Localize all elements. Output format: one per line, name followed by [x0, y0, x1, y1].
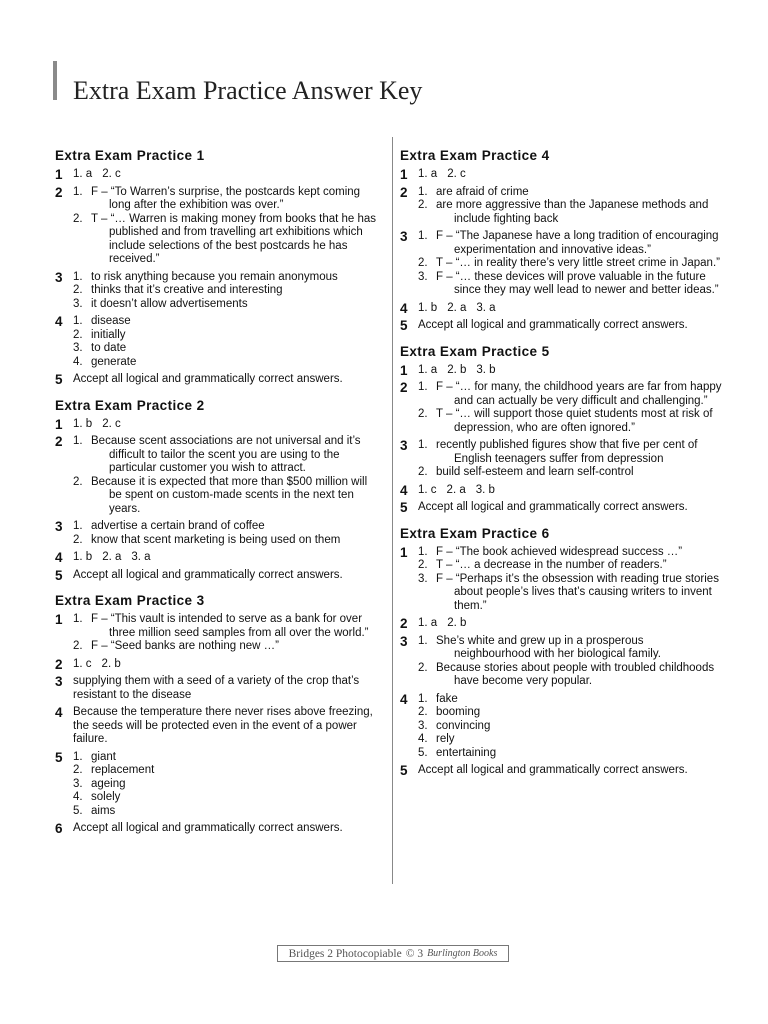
answer-item-text: rely	[436, 733, 455, 745]
section-heading: Extra Exam Practice 3	[55, 593, 205, 608]
answer-item	[73, 315, 377, 329]
question-number: 1	[55, 416, 63, 432]
left-column	[55, 147, 377, 846]
question	[400, 439, 722, 480]
exam-section	[400, 343, 722, 515]
question-number: 3	[55, 269, 63, 285]
section-heading: Extra Exam Practice 2	[55, 397, 205, 413]
answer-inline	[73, 418, 377, 432]
answer-choice: 2. a	[102, 551, 122, 563]
question	[55, 373, 377, 387]
question	[55, 418, 377, 432]
answer-item-text: aims	[91, 804, 116, 817]
answer-item-number: 2.	[418, 199, 428, 211]
answer-item	[418, 271, 722, 298]
question	[55, 706, 377, 747]
answer-item	[73, 271, 377, 285]
answer-item-text: advertise a certain brand of coffee	[91, 520, 265, 532]
answer-inline	[73, 168, 377, 182]
answer-item-number: 3.	[418, 719, 428, 732]
answer-choice: 1. a	[418, 617, 438, 629]
answer-choice: 3. a	[476, 301, 496, 314]
question-number: 4	[55, 705, 63, 720]
answer-item-text: ageing	[91, 777, 126, 790]
answer-item-number: 1.	[73, 315, 83, 327]
question-number: 4	[400, 691, 408, 707]
question	[55, 271, 377, 312]
answer-item	[418, 466, 722, 480]
answer-item-text: to date	[91, 342, 127, 354]
question-number: 4	[55, 550, 63, 565]
question	[400, 364, 722, 378]
question	[55, 751, 377, 819]
answer-item-text: solely	[91, 791, 121, 803]
answer-item	[418, 381, 722, 408]
answer-item-number: 3.	[418, 572, 428, 585]
answer-item	[73, 476, 377, 517]
answer-item	[73, 534, 377, 548]
question-number: 2	[400, 184, 408, 200]
answer-item-text: Because stories about people with troubled childhoods have become very popular.	[436, 661, 715, 687]
question-number: 1	[55, 612, 63, 627]
exam-section	[55, 147, 377, 387]
question-number: 1	[55, 167, 63, 182]
exam-section	[400, 147, 722, 333]
answer-item-number: 3.	[418, 270, 428, 283]
footer-copyright: © 3	[405, 947, 424, 960]
answer-item	[418, 186, 722, 200]
question	[400, 302, 722, 316]
answer-item-text: T – “… Warren is making money from books that he has published and from travelling art exhibitions which include selections of the best postcards he has received.”	[91, 212, 377, 265]
question-number: 1	[400, 362, 408, 378]
question	[400, 635, 722, 689]
answer-item-number: 1.	[73, 270, 83, 283]
answer-choice: 2. b	[447, 617, 467, 629]
answer-choice: 3. b	[475, 483, 495, 496]
answer-item-number: 2.	[73, 328, 83, 341]
answer-item	[73, 435, 377, 476]
answer-item-text: replacement	[91, 764, 155, 776]
title-accent-bar	[53, 61, 57, 100]
answer-item	[418, 559, 722, 573]
answer-item	[73, 805, 377, 819]
section-heading: Extra Exam Practice 1	[55, 148, 205, 163]
answer-choice: 2. c	[102, 168, 121, 180]
answer-choice: 2. a	[447, 301, 467, 314]
answer-item-number: 2.	[73, 475, 83, 488]
answer-item-number: 1.	[418, 439, 428, 451]
answer-choice: 2. b	[447, 363, 467, 376]
answer-item	[73, 613, 377, 640]
question	[55, 435, 377, 516]
answer-item-text: F – “To Warren’s surprise, the postcards kept coming long after the exhibition was over.”	[91, 185, 361, 211]
answer-item-number: 1.	[418, 634, 428, 647]
answer-item-text: generate	[91, 355, 137, 368]
question	[55, 822, 377, 836]
question	[400, 381, 722, 435]
answer-item-number: 4.	[73, 791, 83, 803]
answer-item-text: F – “The Japanese have a long tradition of encouraging experimentation and innovative ideas.”	[436, 230, 719, 256]
answer-text: Accept all logical and grammatically correct answers.	[418, 319, 688, 331]
answer-inline	[418, 168, 722, 182]
question	[400, 484, 722, 498]
answer-item-text: build self-esteem and learn self-control	[436, 466, 634, 478]
answer-item	[73, 778, 377, 792]
answer-item	[73, 764, 377, 778]
question	[55, 315, 377, 369]
question	[400, 501, 722, 515]
question-number: 2	[55, 184, 63, 200]
answer-item-text: She’s white and grew up in a prosperous neighbourhood with her biological family.	[436, 634, 661, 660]
section-heading: Extra Exam Practice 5	[400, 343, 550, 359]
answer-inline	[418, 364, 722, 378]
answer-item-text: Because scent associations are not universal and it’s difficult to tailor the scent you are using to the particular customer you wish to attract.	[91, 435, 361, 474]
answer-choice: 1. a	[418, 168, 438, 180]
answer-text: supplying them with a seed of a variety of the crop that’s resistant to the disease	[73, 675, 360, 701]
answer-item-number: 2.	[73, 284, 83, 296]
answer-item-number: 2.	[73, 212, 83, 225]
answer-item	[73, 791, 377, 805]
answer-item-number: 1.	[73, 750, 83, 763]
answer-inline	[418, 302, 722, 316]
answer-item-number: 3.	[73, 297, 83, 310]
question	[55, 569, 377, 583]
page-title: Extra Exam Practice Answer Key	[73, 76, 423, 105]
answer-choice: 1. a	[73, 168, 93, 180]
answer-choice: 1. b	[73, 551, 93, 563]
answer-item-text: are afraid of crime	[436, 185, 529, 198]
answer-item	[73, 751, 377, 765]
question-number: 4	[400, 482, 408, 498]
question-number: 2	[400, 616, 408, 631]
answer-item-text: fake	[436, 692, 458, 705]
question	[400, 764, 722, 778]
question-number: 1	[400, 167, 408, 182]
question-number: 6	[55, 821, 63, 836]
question	[400, 546, 722, 614]
answer-item-number: 2.	[73, 640, 83, 652]
question-number: 3	[55, 519, 63, 534]
answer-choice: 1. c	[418, 483, 437, 496]
answer-choice: 1. b	[418, 301, 438, 314]
section-heading: Extra Exam Practice 6	[400, 525, 550, 541]
question-number: 2	[55, 434, 63, 449]
question	[55, 168, 377, 182]
answer-item-number: 2.	[418, 257, 428, 269]
answer-item	[418, 573, 722, 614]
answer-item-text: T – “… will support those quiet students most at risk of depression, who are often ignored.”	[436, 408, 713, 434]
answer-item-number: 2.	[418, 661, 428, 674]
question-number: 5	[400, 500, 408, 515]
answer-item	[418, 706, 722, 720]
answer-item	[73, 213, 377, 267]
answer-choice: 3. a	[131, 551, 151, 563]
answer-item-number: 5.	[73, 804, 83, 817]
exam-section	[55, 592, 377, 836]
question-number: 1	[400, 544, 408, 560]
answer-item-number: 1.	[418, 692, 428, 705]
answer-item-text: giant	[91, 750, 116, 763]
answer-item-text: F – “… for many, the childhood years are far from happy and can actually be very difficult and challenging.”	[436, 381, 722, 407]
answer-item-number: 2.	[73, 764, 83, 776]
question	[400, 617, 722, 631]
answer-item	[73, 329, 377, 343]
answer-item-text: know that scent marketing is being used on them	[91, 533, 341, 546]
question	[400, 168, 722, 182]
answer-choice: 1. b	[73, 417, 93, 430]
question	[55, 520, 377, 547]
answer-item	[418, 733, 722, 747]
answer-choice: 2. c	[447, 168, 466, 180]
question-number: 3	[55, 674, 63, 689]
answer-item-number: 4.	[73, 355, 83, 368]
answer-text: Accept all logical and grammatically correct answers.	[418, 764, 688, 776]
answer-item-number: 1.	[418, 185, 428, 198]
answer-item	[418, 693, 722, 707]
answer-item	[418, 546, 722, 560]
question-number: 3	[400, 229, 408, 244]
answer-inline	[73, 658, 377, 672]
answer-item-text: convincing	[436, 719, 491, 732]
answer-item-text: are more aggressive than the Japanese methods and include fighting back	[436, 199, 709, 225]
answer-item	[418, 635, 722, 662]
answer-item	[418, 439, 722, 466]
question	[55, 551, 377, 565]
answer-item	[73, 186, 377, 213]
answer-item-text: F – “… these devices will prove valuable in the future since they may well lead to newer and better ideas.”	[436, 270, 719, 296]
answer-item	[418, 720, 722, 734]
answer-text: Accept all logical and grammatically correct answers.	[418, 501, 688, 513]
answer-text: Because the temperature there never rises above freezing, the seeds will be protected even in the event of a power failure.	[73, 706, 373, 745]
answer-item-number: 2.	[418, 559, 428, 571]
answer-text: Accept all logical and grammatically correct answers.	[73, 568, 343, 581]
section-heading: Extra Exam Practice 4	[400, 148, 550, 163]
answer-item	[418, 199, 722, 226]
question-number: 2	[55, 656, 63, 672]
footer-credit	[277, 945, 509, 962]
answer-item-number: 1.	[418, 230, 428, 242]
answer-choice: 2. a	[446, 483, 466, 496]
question	[400, 693, 722, 761]
answer-item-number: 2.	[73, 533, 83, 546]
question	[400, 186, 722, 227]
answer-item	[418, 408, 722, 435]
question-number: 4	[400, 300, 408, 316]
answer-item	[73, 284, 377, 298]
question	[55, 658, 377, 672]
answer-item	[73, 342, 377, 356]
answer-item-number: 1.	[73, 613, 83, 625]
answer-inline	[418, 484, 722, 498]
question	[400, 319, 722, 333]
question-number: 5	[400, 318, 408, 333]
answer-item-text: to risk anything because you remain anonymous	[91, 270, 338, 283]
question-number: 4	[55, 314, 63, 329]
footer-publisher: Burlington Books	[427, 948, 498, 959]
question-number: 5	[55, 372, 63, 387]
answer-item-number: 1.	[73, 185, 83, 198]
answer-item-number: 3.	[73, 777, 83, 790]
answer-item	[418, 230, 722, 257]
footer-brand: Bridges 2 Photocopiable	[288, 947, 402, 960]
answer-item-text: thinks that it’s creative and interesting	[91, 284, 283, 296]
question-number: 5	[55, 749, 63, 765]
answer-item-text: T – “… in reality there’s very little street crime in Japan.”	[436, 257, 720, 269]
answer-item	[73, 356, 377, 370]
answer-item-text: disease	[91, 315, 131, 327]
answer-item	[73, 298, 377, 312]
question	[400, 230, 722, 298]
answer-choice: 1. c	[73, 657, 92, 670]
answer-item-number: 2.	[418, 466, 428, 478]
answer-item-number: 1.	[73, 520, 83, 532]
question	[55, 613, 377, 654]
answer-choice: 2. b	[101, 657, 121, 670]
answer-item	[418, 257, 722, 271]
answer-item-text: F – “This vault is intended to serve as a bank for over three million seed samples from all over the world.”	[91, 613, 369, 639]
answer-item-number: 5.	[418, 746, 428, 759]
question-number: 5	[400, 763, 408, 778]
right-column	[400, 147, 722, 788]
answer-inline	[418, 617, 722, 631]
answer-item-number: 2.	[418, 706, 428, 718]
question-number: 2	[400, 380, 408, 395]
column-divider	[392, 137, 393, 884]
answer-item-text: F – “The book achieved widespread success …”	[436, 545, 683, 558]
exam-section	[400, 525, 722, 778]
answer-item-number: 1.	[73, 435, 83, 447]
answer-choice: 2. c	[102, 417, 121, 430]
question-number: 3	[400, 438, 408, 453]
exam-section	[55, 397, 377, 583]
answer-item-text: T – “… a decrease in the number of readers.”	[436, 559, 667, 571]
answer-item-number: 4.	[418, 733, 428, 745]
answer-item-text: initially	[91, 328, 126, 341]
answer-item-number: 3.	[73, 342, 83, 354]
question-number: 3	[400, 633, 408, 649]
question-number: 5	[55, 567, 63, 583]
question	[55, 186, 377, 267]
answer-item-text: Because it is expected that more than $500 million will be spent on custom-made scents in the next ten years.	[91, 475, 368, 515]
answer-item	[418, 747, 722, 761]
answer-item-text: recently published figures show that five per cent of English teenagers suffer from depression	[436, 439, 698, 465]
answer-item	[418, 662, 722, 689]
answer-item-text: entertaining	[436, 746, 497, 759]
question	[55, 675, 377, 702]
answer-item-text: it doesn’t allow advertisements	[91, 297, 248, 310]
answer-item	[73, 640, 377, 654]
answer-item-text: F – “Seed banks are nothing new …”	[91, 640, 279, 652]
answer-item	[73, 520, 377, 534]
answer-choice: 3. b	[476, 363, 496, 376]
answer-text: Accept all logical and grammatically correct answers.	[73, 373, 343, 385]
answer-inline	[73, 551, 377, 565]
answer-text: Accept all logical and grammatically correct answers.	[73, 822, 343, 834]
answer-item-text: F – “Perhaps it’s the obsession with reading true stories about people’s lives that’s causing writers to invent them.”	[436, 572, 719, 612]
answer-choice: 1. a	[418, 363, 438, 376]
answer-item-number: 2.	[418, 408, 428, 420]
answer-item-number: 1.	[418, 381, 428, 393]
answer-item-text: booming	[436, 706, 481, 718]
answer-item-number: 1.	[418, 545, 428, 558]
